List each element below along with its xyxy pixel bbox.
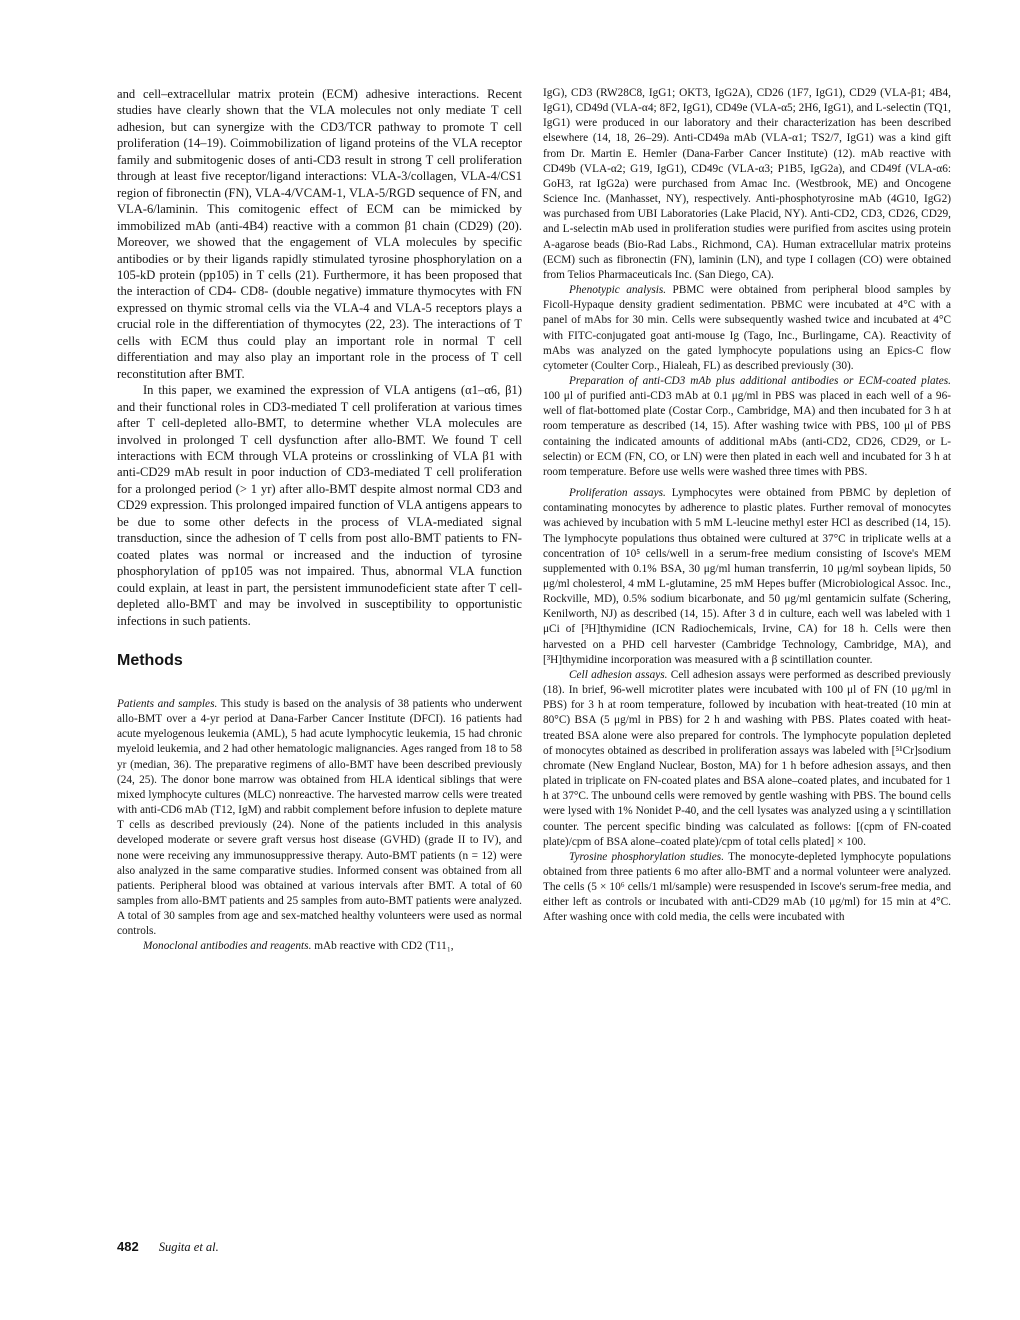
tyrosine-paragraph bbox=[543, 850, 951, 926]
intro-paragraph-2: In this paper, we examined the expression of VLA antigens (α1–α6, β1) and their functional roles in CD3-mediated T cell proliferation at various times after T cell-depleted allo-BMT, to determine whether VLA molecules are involved in prolonged T cell dysfunction after allo-BMT. We found T cell interactions with ECM through VLA proteins or crosslinking of VLA β1 with anti-CD29 mAb result in poor induction of CD3-mediated T cell proliferation for a prolonged period (> 1 yr) after allo-BMT despite almost normal CD3 and CD29 expression. This prolonged impaired function of VLA antigens appears to be due to some other defects in the process of VLA-mediated signal transduction, since the adhesion of T cells from post allo-BMT patients to FN-coated plates was normal or increased and the induction of tyrosine phosphorylation of pp105 was not impaired. Thus, abnormal VLA function could explain, at least in part, the persistent immunodeficient state after T cell-depleted allo-BMT and may be involved in susceptibility to opportunistic infections in such patients. bbox=[117, 383, 522, 628]
proliferation-title: Proliferation assays. bbox=[569, 487, 666, 500]
mab-text: mAb reactive with CD2 (T11₁, bbox=[311, 940, 454, 953]
left-column bbox=[117, 86, 522, 955]
running-head: Sugita et al. bbox=[158, 1240, 219, 1254]
patients-paragraph bbox=[117, 697, 522, 940]
patients-text: This study is based on the analysis of 38 patients who underwent allo-BMT over a 4-yr period at Dana-Farber Cancer Institute (DFCI). 16 patients had acute myelogenous leukemia (AML), 5 had acute lymphocytic leukemia, 15 had chronic myeloid leukemia, and 2 had other hematologic malignancies. Ages ranged from 18 to 58 yr (median, 36). The preparative regimens of allo-BMT have been described previously (24, 25). The donor bone marrow was obtained from HLA identical siblings that were mixed lymphocyte cultures (MLC) nonreactive. The harvested marrow cells were treated with anti-CD6 mAb (T12, IgM) and rabbit complement before infusion to deplete mature T cells as described previously (24). None of the patients included in this analysis developed moderate or severe graft versus host disease (GVHD) (grade II to IV), and none were receiving any immunosuppressive therapy. Auto-BMT patients (n = 12) were also analyzed in the same comparative studies. Informed consent was obtained from all patients. Peripheral blood was obtained at various intervals after BMT. A total of 60 samples from allo-BMT patients and 25 samples from auto-BMT patients were analyzed. A total of 30 samples from age and sex-matched healthy volunteers were used as normal controls. bbox=[117, 697, 522, 938]
preparation-text: 100 μl of purified anti-CD3 mAb at 0.1 μg/ml in PBS was placed in each well of a 96-well of flat-bottomed plate (Costar Corp., Cambridge, MA) and then incubated for 3 h at room temperature as described (14, 15). After washing twice with PBS, 100 μl of PBS containing the indicated amounts of additional mAbs (anti-CD2, CD26, CD29, or L-selectin) or ECM (FN, CO, or LN) were then plated in each well and incubated for 3 h at room temperature. Before use wells were washed three times with PBS. bbox=[543, 390, 951, 478]
methods-heading: Methods bbox=[117, 651, 183, 669]
proliferation-text: Lymphocytes were obtained from PBMC by depletion of contaminating monocytes by adherence to plastic plates. Further removal of monocytes was achieved by incubation with 5 mM L-leucine methyl ester HCl as described (14, 15). The lymphocyte populations thus obtained were cultured at 37°C in triplicate wells at a concentration of 10⁵ cells/well in a serum-free medium consisting of Iscove's MEM supplemented with 0.1% BSA, 30 μg/ml human transferrin, 10 μg/ml soybean lipids, 50 μg/ml cholesterol, 4 mM L-glutamine, 25 mM Hepes buffer (Microbiological Assoc. Inc., Rockville, MD), 0.5% sodium bicarbonate, and 50 μg/ml gentamicin sulfate (Schering, Kenilworth, NJ) as described (14, 15). After 3 d in culture, each well was labeled with 1 μCi of [³H]thymidine (ICN Radiochemicals, Irvine, CA) for 18 h. Cells were then harvested on a PHD cell harvester (Cambridge Technology, Cambridge, MA), and [³H]thymidine incorporation was measured with a β scintillation counter. bbox=[543, 487, 951, 666]
patients-title: Patients and samples. bbox=[117, 697, 218, 710]
mab-continued-paragraph: IgG), CD3 (RW28C8, IgG1; OKT3, IgG2A), CD26 (1F7, IgG1), CD29 (VLA-β1; 4B4, IgG1), CD49d (VLA-α4; 8F2, IgG1), CD49e (VLA-α5; 2H6, IgG1), and L-selectin (TQ1, IgG1) were produced in our laboratory and their characterization has been described elsewhere (14, 18, 26–29). Anti-CD49a mAb (VLA-α1; TS2/7, IgG1) was a kind gift from Dr. Martin E. Hemler (Dana-Farber Cancer Institute) (12). mAb reactive with CD49b (VLA-α2; G19, IgG1), CD49c (VLA-α3; P1B5, IgG2a), and CD49f (VLA-α6: GoH3, rat IgG2a) were purchased from Amac Inc. (Westbrook, ME) and Oncogene Science Inc. (Manhasset, NY), respectively. Anti-phosphotyrosine mAb (4G10, IgG2) was purchased from UBI Laboratories (Lake Placid, NY). Anti-CD2, CD3, CD26, CD29, and L-selectin mAb used in proliferation studies were purified from ascites using protein A-agarose beads (Bio-Rad Labs., Richmond, CA). Human extracellular matrix proteins (ECM) such as fibronectin (FN), laminin (LN), and type I collagen (CO) were obtained from Telios Pharmaceuticals Inc. (San Diego, CA). bbox=[543, 87, 951, 281]
proliferation-paragraph bbox=[543, 486, 951, 668]
tyrosine-text: The monocyte-depleted lymphocyte populations obtained from three patients 6 mo after allo-BMT and a normal volunteer were analyzed. The cells (5 × 10⁶ cells/1 ml/sample) were resuspended in Iscove's serum-free media, and either left as controls or incubated with anti-CD29 mAb (10 μg/ml) for 15 min at 4°C. After washing once with cold media, the cells were incubated with bbox=[543, 850, 951, 924]
mab-paragraph bbox=[117, 939, 522, 954]
adhesion-text: Cell adhesion assays were performed as described previously (18). In brief, 96-well microtiter plates were incubated with 100 μl of FN (10 μg/ml in PBS) for 3 h at room temperature, followed by incubation with heat-treated (10 min at 80°C) BSA (5 μg/ml in PBS) for 2 h and washing with PBS. Plates coated with heat-treated BSA alone were also prepared for controls. The lymphocyte population depleted of monocytes obtained as described in proliferation assays was labeled with [⁵¹Cr]sodium chromate (New England Nuclear, Boston, MA) for 1 h before adhesion assays, and then plated in triplicate on FN-coated plates and BSA alone–coated plates, and incubated for 1 h at 37°C. The unbound cells were removed by gentle washing with PBS. The bound cells were lysed with 1% Nonidet P-40, and the cell lysates was analyzed using a γ scintillation counter. The percent specific binding was calculated as follows: [(cpm of FN-coated plate)/cpm of BSA alone–coated plate)/cpm of total cells plated] × 100. bbox=[543, 668, 952, 848]
adhesion-paragraph bbox=[543, 668, 951, 850]
phenotypic-title: Phenotypic analysis. bbox=[569, 284, 667, 297]
intro-paragraph-1: and cell–extracellular matrix protein (ECM) adhesive interactions. Recent studies have clearly shown that the VLA molecules not only mediate T cell adhesion, but can synergize with the CD3/TCR pathway to promote T cell proliferation (14–19). Coimmobilization of ligand proteins of the VLA receptor family and submitogenic doses of anti-CD3 result in strong T cell proliferation through at least five receptor/ligand interactions: VLA-3/collagen, VLA-4/CS1 region of fibronectin (FN), VLA-4/VCAM-1, VLA-5/RGD sequence of FN, and VLA-6/laminin. This comitogenic effect of ECM can be mimicked by immobilized mAb (anti-4B4) reactive with a common β1 chain (CD29) (20). Moreover, we showed that the engagement of VLA molecules by specific antibodies or by their ligands rapidly stimulated tyrosine phosphorylation on a 105-kD protein (pp105) in T cells (21). Furthermore, it has been proposed that the interaction of CD4- CD8- (double negative) immature thymocytes with FN expressed on thymic stromal cells via the VLA-4 and VLA-5 receptors plays a crucial role in the differentiation of thymocytes (22, 23). The interactions of T cells with ECM thus could play an important role in normal T cell differentiation and may also play an important role in the process of T cell reconstitution after BMT. bbox=[117, 87, 522, 381]
phenotypic-text: PBMC were obtained from peripheral blood samples by Ficoll-Hypaque density gradient sedimentation. PBMC were incubated at 4°C with a panel of mAbs for 30 min. Cells were subsequently washed twice and incubated at 4°C with FITC-conjugated goat anti-mouse Ig (Tago, Inc., Burlingame, CA). Reactivity of mAbs was analyzed on the gated lymphocyte populations using an Epics-C flow cytometer (Coulter Corp., Hialeah, FL) as described previously (30). bbox=[543, 284, 951, 372]
tyrosine-title: Tyrosine phosphorylation studies. bbox=[569, 850, 725, 863]
adhesion-title: Cell adhesion assays. bbox=[569, 668, 668, 681]
page-footer bbox=[117, 1239, 219, 1255]
mab-title: Monoclonal antibodies and reagents. bbox=[143, 940, 312, 953]
right-column bbox=[543, 86, 951, 926]
preparation-title: Preparation of anti-CD3 mAb plus additional antibodies or ECM-coated plates. bbox=[569, 374, 951, 387]
page-number: 482 bbox=[117, 1239, 139, 1254]
preparation-paragraph bbox=[543, 374, 951, 480]
phenotypic-paragraph bbox=[543, 283, 951, 374]
